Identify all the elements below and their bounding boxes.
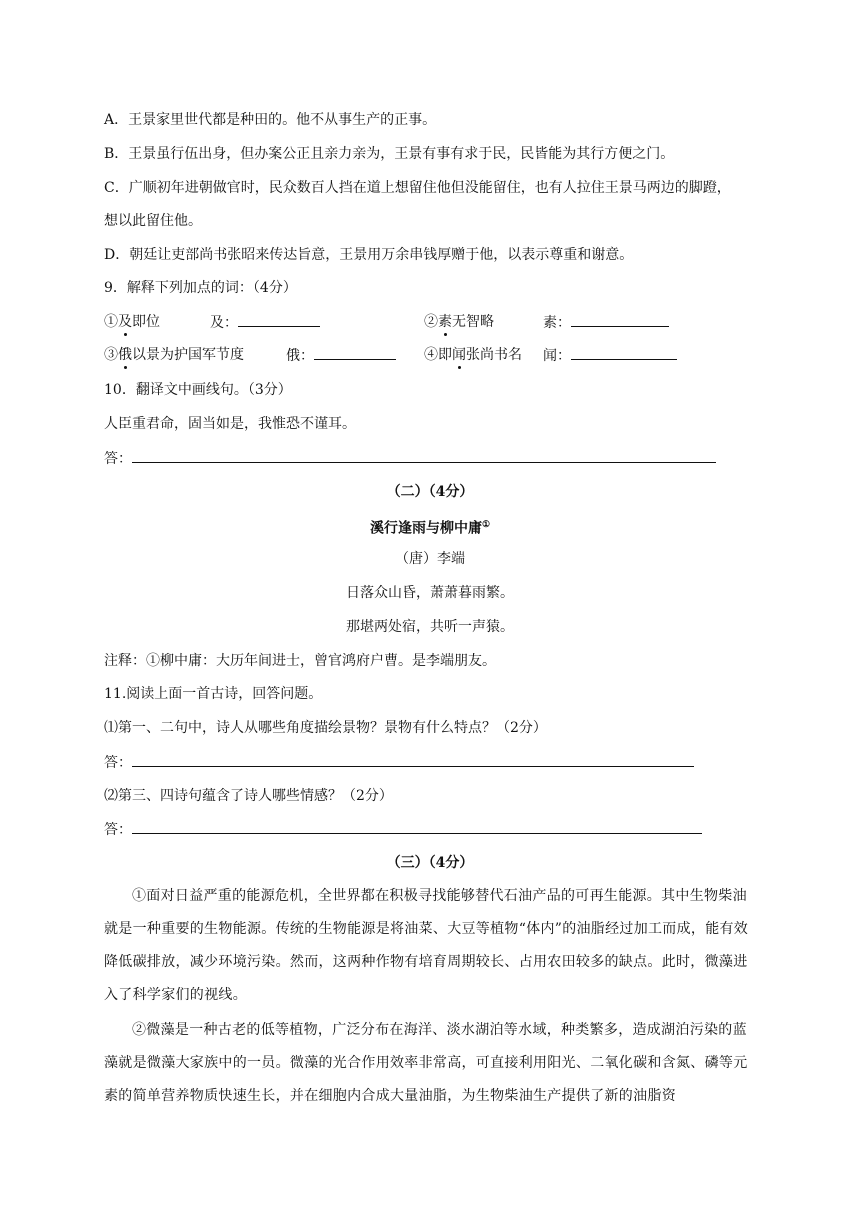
q11-title: 11.阅读上面一首古诗，回答问题。 [104,686,323,702]
article-paragraph-2: ②微藻是一种古老的低等植物，广泛分布在海洋、淡水湖泊等水域，种类繁多，造成湖泊污染的蓝藻就是微藻大家族中的一员。微藻的光合作用效率非常高，可直接利用阳光、二氧化碳和含氮、磷等元素的简单营养物质快速生长，并在细胞内合成大量油脂，为生物柴油生产提供了新的油脂资 [104,1022,748,1104]
answer-blank[interactable] [571,312,669,327]
q8-option-a: A．王景家里世代都是种田的。他不从事生产的正事。 [104,112,437,128]
article-paragraph-1: ①面对日益严重的能源危机，全世界都在积极寻找能够替代石油产品的可再生能源。其中生物柴油就是一种重要的生物能源。传统的生物能源是将油菜、大豆等植物“体内”的油脂经过加工而成，能有效降低碳排放，减少环境污染。然而，这两种作物有培育周期较长、占用农田较多的缺点。此时，微藻进入了科学家们的视线。 [104,888,749,1003]
poem-author: （唐）李端 [395,551,465,567]
q9-item-1-dotted-word: 及 [118,314,132,330]
q8-option-c-line2: 想以此留住他。 [104,213,202,229]
poem-line-2: 那堪两处宿，共听一声猿。 [346,619,514,635]
answer-blank[interactable] [314,345,396,360]
q10-answer-row[interactable] [104,448,716,469]
q9-item-4-answer[interactable]: 闻： [543,345,677,366]
poem-annotation: 注释：①柳中庸：大历年间进士，曾官鸿府户曹。是李端朋友。 [104,653,496,669]
q9-item-1: ①及即位 [104,314,160,330]
answer-line[interactable] [132,752,694,767]
q9-item-2: ②素无智略 [424,314,494,330]
poem-title: 溪行逢雨与柳中庸① [369,520,491,537]
q9-item-3: ③俄以景为护国军节度 [104,347,244,363]
q8-option-d: D．朝廷让吏部尚书张昭来传达旨意，王景用万余串钱厚赠于他，以表示尊重和谢意。 [104,247,634,263]
q8-option-b: B．王景虽行伍出身，但办案公正且亲力亲为，王景有事有求于民，民皆能为其行方便之门。 [104,146,675,162]
q10-title: 10．翻译文中画线句。（3分） [104,382,292,398]
q11-sub-1: ⑴第一、二句中，诗人从哪些角度描绘景物？景物有什么特点？（2分） [104,720,547,736]
poem-line-1: 日落众山昏，萧萧暮雨繁。 [346,585,514,601]
q9-item-1-answer[interactable]: 及： [210,312,320,333]
answer-line[interactable] [132,819,702,834]
answer-blank[interactable] [571,345,677,360]
section-2-heading: （二）（4分） [386,484,474,500]
answer-line[interactable] [132,448,716,463]
q9-item-2-answer[interactable]: 素： [543,312,669,333]
q9-item-3-dotted-word: 俄 [118,347,132,363]
q9-item-3-answer[interactable]: 俄： [286,345,396,366]
answer-label: 答： [104,822,132,838]
answer-label: 答： [104,451,132,467]
q9-item-4: ④即闻张尚书名 [424,347,522,363]
q10-sentence: 人臣重君命，固当如是，我惟恐不谨耳。 [104,416,356,432]
section-3-heading: （三）（4分） [386,855,474,871]
poem-note-mark: ① [481,520,491,530]
q8-option-c-line1: C．广顺初年进朝做官时，民众数百人挡在道上想留住他但没能留住，也有人拉住王景马两边的脚蹬， [104,180,731,196]
q11-sub-2-answer-row[interactable] [104,819,702,840]
answer-label: 答： [104,755,132,771]
q9-item-2-dotted-word: 素 [438,314,452,330]
q9-title: 9．解释下列加点的词：（4分） [104,280,297,296]
answer-blank[interactable] [238,312,320,327]
q9-item-4-dotted-word: 闻 [452,347,466,363]
q11-sub-2: ⑵第三、四诗句蕴含了诗人哪些情感？（2分） [104,788,393,804]
q11-sub-1-answer-row[interactable] [104,752,694,773]
